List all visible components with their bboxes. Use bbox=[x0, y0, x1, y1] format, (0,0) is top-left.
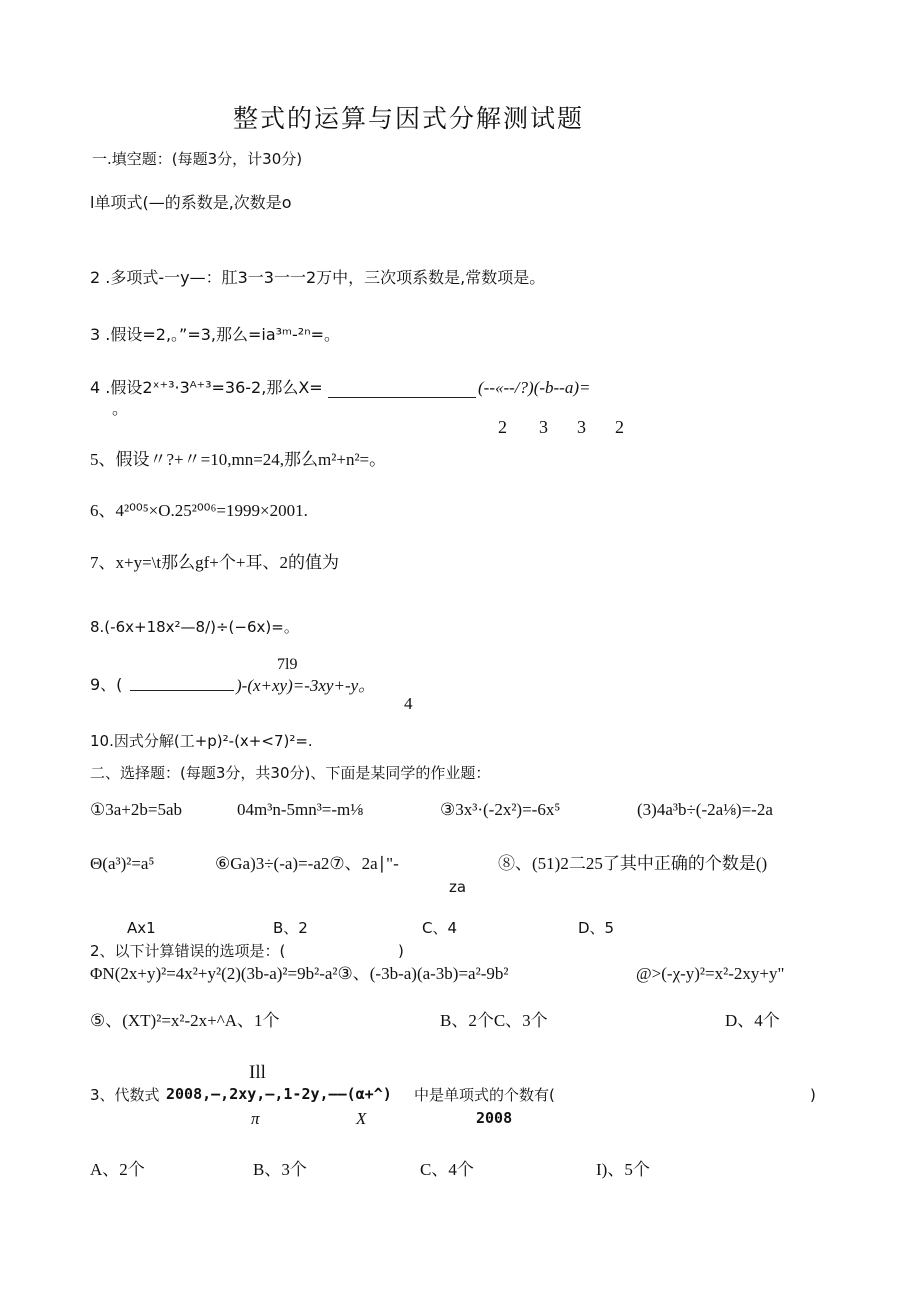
mc2-line: B、2个C、3个 bbox=[440, 1011, 548, 1030]
mc3-prefix: 3、代数式 bbox=[90, 1086, 160, 1104]
mc3-option: I)、5个 bbox=[596, 1160, 650, 1179]
mc1-option: D、5 bbox=[578, 919, 615, 937]
question-4-denominator: 3 bbox=[577, 417, 586, 437]
mc3-top: Ill bbox=[249, 1062, 266, 1083]
mc2-line: ⑤、(XT)²=x²-2x+^A、1个 bbox=[90, 1011, 280, 1030]
mc1-item: 04m³n-5mn³=-m⅛ bbox=[237, 800, 364, 819]
mc3-option: B、3个 bbox=[253, 1160, 307, 1179]
question-4: 4 .假设2ˣ⁺³·3ᴬ⁺³=36-2,那么X= bbox=[90, 378, 323, 397]
mc3-under: X bbox=[356, 1109, 367, 1128]
mc3-expression: 2008,—,2xy,—,1-2y,——(α+^) bbox=[166, 1085, 392, 1103]
question-10: 10.因式分解(工+p)²-(x+<7)²=. bbox=[90, 732, 313, 750]
page-title: 整式的运算与因式分解测试题 bbox=[233, 104, 585, 133]
question-4-denominator: 2 bbox=[498, 417, 507, 437]
mc1-item: ①3a+2b=5ab bbox=[90, 800, 183, 819]
section-two-heading: 二、选择题：(每题3分，共30分)、下面是某同学的作业题： bbox=[90, 764, 491, 782]
question-2: 2 .多项式-一y—：肛3一3一一2万中，三次项系数是,常数项是。 bbox=[90, 268, 546, 287]
mc2-line: D、4个 bbox=[725, 1011, 780, 1030]
question-5: 5、假设〃?+〃=10,mn=24,那么m²+n²=。 bbox=[90, 450, 387, 469]
mc3-under: π bbox=[251, 1109, 260, 1128]
mc1-option: Ax1 bbox=[127, 919, 156, 937]
question-4-denominator: 2 bbox=[615, 417, 624, 437]
question-9-expression: )-(x+xy)=-3xy+-y。 bbox=[236, 676, 376, 695]
mc1-item: ⑧、(51)2二25了其中正确的个数是() bbox=[498, 854, 768, 873]
mc1-item: Θ(a³)²=a⁵ bbox=[90, 854, 155, 873]
mc2-close: ) bbox=[398, 942, 404, 960]
mc3-option: A、2个 bbox=[90, 1160, 145, 1179]
question-3: 3 .假设=2,。”=3,那么=ia³ᵐ-²ⁿ=。 bbox=[90, 325, 340, 344]
mc1-item: ③3x³·(-2x²)=-6x⁵ bbox=[440, 800, 561, 819]
mc2-question: 2、以下计算错误的选项是：( bbox=[90, 942, 286, 960]
mc1-option: B、2 bbox=[273, 919, 308, 937]
mc2-line: @>(-χ-y)²=x²-2xy+y" bbox=[636, 964, 785, 983]
question-6: 6、4²⁰⁰⁵×O.25²⁰⁰⁶=1999×2001. bbox=[90, 501, 308, 520]
question-4-end: 。 bbox=[112, 399, 129, 418]
mc3-option: C、4个 bbox=[420, 1160, 474, 1179]
question-4-blank bbox=[328, 397, 476, 398]
section-one-heading: 一.填空题：(每题3分，计30分) bbox=[92, 150, 303, 168]
mc2-line: ΦN(2x+y)²=4x²+y²(2)(3b-a)²=9b²-a²③、(-3b-a)(a-3b)=a²-9b² bbox=[90, 964, 509, 983]
mc3-under: 2008 bbox=[476, 1109, 513, 1127]
mc1-option: C、4 bbox=[422, 919, 458, 937]
question-1: l单项式(—的系数是,次数是o bbox=[90, 193, 292, 212]
question-7: 7、x+y=\t那么gf+个+耳、2的值为 bbox=[90, 553, 339, 572]
question-4-denominator: 3 bbox=[539, 417, 548, 437]
question-9-blank bbox=[130, 690, 234, 691]
question-9-superscript: 7l9 bbox=[277, 656, 298, 673]
question-4-expression: (--«--/?)(-b--a)= bbox=[478, 378, 591, 397]
question-9-prefix: 9、( bbox=[90, 675, 123, 694]
mc1-item: ⑥Ga)3÷(-a)=-a2⑦、2a∣"- bbox=[215, 854, 399, 873]
question-9-subscript: 4 bbox=[404, 694, 413, 713]
mc3-close: ) bbox=[810, 1086, 816, 1104]
mc1-item: (3)4a³b÷(-2a⅛)=-2a bbox=[637, 800, 773, 819]
mc1-za: za bbox=[449, 878, 467, 896]
mc3-suffix: 中是单项式的个数有( bbox=[414, 1086, 555, 1104]
question-8: 8.(-6x+18x²—8/)÷(−6x)=。 bbox=[90, 618, 299, 636]
